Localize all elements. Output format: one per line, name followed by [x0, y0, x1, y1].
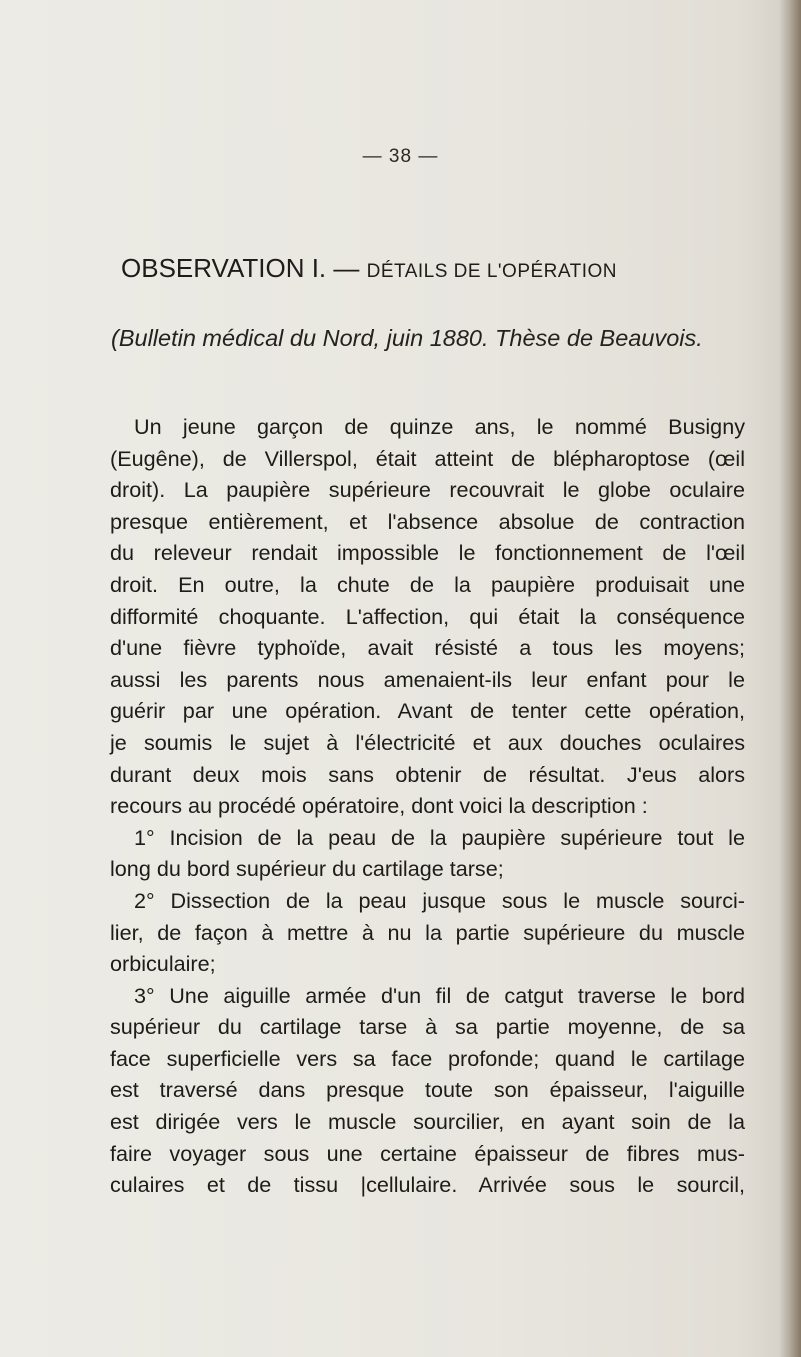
text-line: du releveur rendait impossible le fonctionnement de l'œil: [110, 540, 745, 566]
text-line: durant deux mois sans obtenir de résultat. J'eus alors: [110, 761, 745, 787]
text-line: culaires et de tissu |cellulaire. Arrivée sous le sourcil,: [110, 1172, 745, 1198]
text-line: face superficielle vers sa face profonde; quand le cartilage: [110, 1045, 745, 1071]
text-line: aussi les parents nous amenaient-ils leur enfant pour le: [110, 666, 745, 692]
text-line: lier, de façon à mettre à nu la partie supérieure du muscle: [110, 919, 745, 945]
page-edge-shadow: [779, 0, 801, 1357]
text-line: je soumis le sujet à l'électricité et aux douches oculaires: [110, 729, 745, 755]
text-line: droit. En outre, la chute de la paupière produisait une: [110, 571, 745, 597]
text-line: Un jeune garçon de quinze ans, le nommé Busigny: [134, 414, 745, 439]
body-text: [110, 411, 745, 1201]
text-line: droit). La paupière supérieure recouvrait le globe oculaire: [110, 477, 745, 503]
text-line: (Eugêne), de Villerspol, était atteint de blépharoptose (œil: [110, 445, 745, 471]
text-line: 1° Incision de la peau de la paupière supérieure tout le: [134, 824, 745, 850]
text-line: recours au procédé opératoire, dont voici la description :: [110, 793, 648, 819]
text-line: difformité choquante. L'affection, qui était la conséquence: [110, 603, 745, 629]
text-line: 3° Une aiguille armée d'un fil de catgut traverse le bord: [134, 982, 745, 1008]
text-line: est traversé dans presque toute son épaisseur, l'aiguille: [110, 1077, 745, 1103]
observation-heading: [121, 253, 617, 284]
text-line: presque entièrement, et l'absence absolue de contraction: [110, 508, 745, 534]
text-line: est dirigée vers le muscle sourcilier, en ayant soin de la: [110, 1109, 745, 1135]
heading-main: OBSERVATION I. —: [121, 253, 367, 283]
text-line: orbiculaire;: [110, 951, 216, 977]
text-line: d'une fièvre typhoïde, avait résisté a tous les moyens;: [110, 635, 745, 661]
page-number: — 38 —: [362, 146, 439, 167]
text-line: faire voyager sous une certaine épaisseur de fibres mus-: [110, 1140, 745, 1166]
text-line: 2° Dissection de la peau jusque sous le muscle sourci-: [134, 887, 745, 913]
text-line: long du bord supérieur du cartilage tarse;: [110, 856, 504, 882]
source-citation: (Bulletin médical du Nord, juin 1880. Thèse de Beauvois.: [111, 325, 703, 351]
heading-subtitle: DÉTAILS DE L'OPÉRATION: [366, 261, 618, 282]
text-line: supérieur du cartilage tarse à sa partie moyenne, de sa: [110, 1014, 745, 1040]
text-line: guérir par une opération. Avant de tenter cette opération,: [110, 698, 745, 724]
